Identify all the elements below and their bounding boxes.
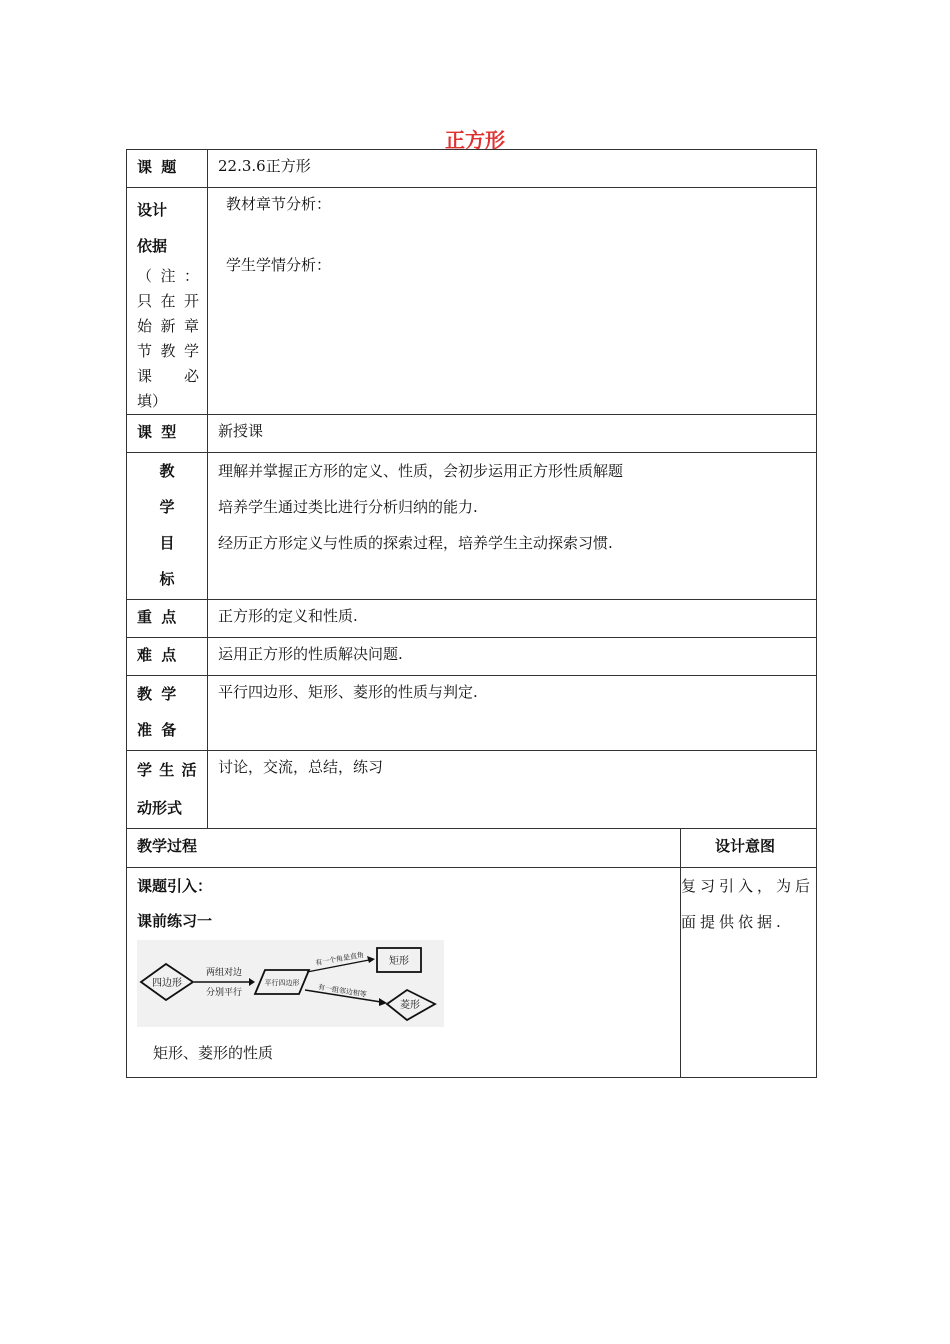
- type-value: 新授课: [208, 415, 817, 453]
- process-body: [127, 868, 681, 1078]
- basis-note-4: 节教学: [137, 342, 199, 360]
- basis-content: [208, 188, 817, 415]
- prep-label-1: 教 学: [137, 685, 179, 703]
- difficulty-value: 运用正方形的性质解决问题.: [208, 638, 817, 676]
- basis-note-6: 填）: [137, 392, 168, 410]
- activity-label-2: 动形式: [137, 799, 183, 817]
- rectangle-label: 矩形: [389, 956, 409, 967]
- basis-note-2: 只在开: [137, 292, 199, 310]
- type-label: 课 型: [127, 415, 208, 453]
- goals-label: [127, 453, 208, 600]
- row-type: [127, 415, 817, 453]
- key-label: 重 点: [127, 600, 208, 638]
- arrow1-bottom-label: 分别平行: [205, 988, 243, 998]
- goals-label-4: 标: [159, 570, 175, 588]
- student-analysis: 学生学情分析：: [226, 256, 332, 274]
- row-difficulty: [127, 638, 817, 676]
- row-process-header: [127, 829, 817, 868]
- goals-label-1: 教: [159, 462, 175, 480]
- goal-item: 经历正方形定义与性质的探索过程，培养学生主动探索习惯.: [218, 534, 613, 552]
- design-header: 设计意图: [681, 829, 817, 868]
- page-title: 正方形: [445, 128, 505, 152]
- up-arrow-label: 有一个角是直角: [314, 950, 365, 968]
- lesson-plan-table: [126, 149, 817, 1078]
- basis-label-1: 设计: [137, 201, 168, 219]
- design-intent: 复习引入，为后面提供依据.: [681, 868, 817, 1078]
- basis-note-5: 课 必: [137, 367, 199, 385]
- goals-content: [208, 453, 817, 600]
- arrowhead: [367, 956, 375, 963]
- arrow1-top-label: 两组对边: [205, 968, 243, 978]
- basis-note-1: （注：: [137, 267, 199, 285]
- key-value: 正方形的定义和性质.: [208, 600, 817, 638]
- basis-label-2: 依据: [137, 237, 168, 255]
- row-activity: [127, 751, 817, 829]
- arrowhead: [379, 998, 387, 1006]
- row-key: [127, 600, 817, 638]
- activity-label-1: 学 生 活: [137, 761, 198, 779]
- basis-note-3: 始新章: [137, 317, 199, 335]
- goal-item: 理解并掌握正方形的定义、性质，会初步运用正方形性质解题: [218, 462, 624, 480]
- textbook-analysis: 教材章节分析：: [226, 195, 332, 213]
- goal-item: 培养学生通过类比进行分析归纳的能力.: [218, 498, 478, 516]
- exercise-heading: 课前练习一: [137, 912, 213, 930]
- row-basis: [127, 188, 817, 415]
- down-arrow-label: 有一组邻边相等: [317, 983, 368, 999]
- row-topic: [127, 150, 817, 188]
- goals-label-3: 目: [159, 534, 175, 552]
- quadrilateral-diagram: [137, 940, 444, 1027]
- quad-label: 四边形: [152, 978, 182, 989]
- prep-value: 平行四边形、矩形、菱形的性质与判定.: [208, 676, 817, 751]
- diagram-caption: 矩形、菱形的性质: [153, 1044, 274, 1062]
- row-goals: [127, 453, 817, 600]
- topic-label: 课 题: [127, 150, 208, 188]
- topic-value: 22.3.6正方形: [208, 150, 817, 188]
- difficulty-label: 难 点: [127, 638, 208, 676]
- row-prep: [127, 676, 817, 751]
- parallelogram-label: 平行四边形: [264, 979, 300, 987]
- intro-heading: 课题引入：: [137, 877, 213, 895]
- goals-label-2: 学: [159, 498, 175, 516]
- row-process-body: [127, 868, 817, 1078]
- process-header: 教学过程: [127, 829, 681, 868]
- arrowhead: [249, 978, 255, 986]
- rhombus-label: 菱形: [400, 1000, 420, 1011]
- prep-label: [127, 676, 208, 751]
- activity-value: 讨论，交流，总结，练习: [208, 751, 817, 829]
- prep-label-2: 准 备: [137, 721, 179, 739]
- basis-label-cell: [127, 188, 208, 415]
- activity-label: [127, 751, 208, 829]
